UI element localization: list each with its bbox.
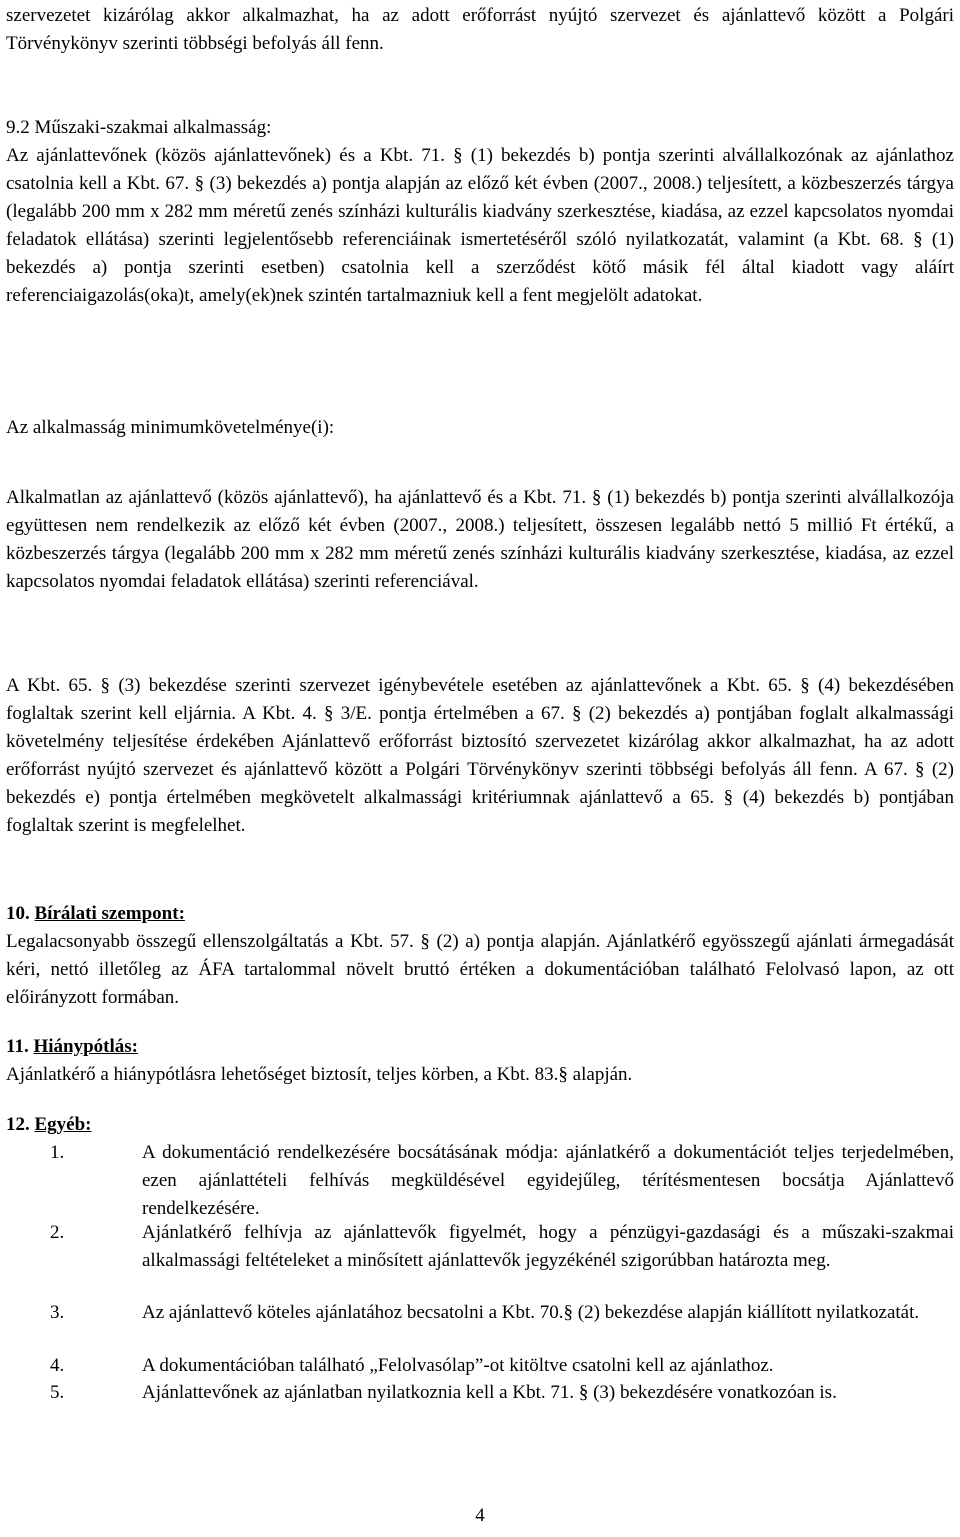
list-item-text: Ajánlattevőnek az ajánlatban nyilatkoznia kell a Kbt. 71. § (3) bekezdésére vonatkozóan is. [142,1382,837,1403]
section-12-heading [6,1111,954,1139]
list-item-text: A dokumentációban található „Felolvasólap”-ot kitöltve csatolni kell az ajánlathoz. [142,1355,774,1376]
section-11-title: Hiánypótlás: [33,1036,138,1057]
section-9-2-title: 9.2 Műszaki-szakmai alkalmasság: [6,117,272,138]
list-item-number: 1. [50,1142,65,1163]
section-10-heading [6,900,954,928]
paragraph-kbt-65: A Kbt. 65. § (3) bekezdése szerinti szervezet igénybevétele esetében az ajánlattevőnek a Kbt. 65. § (4) bekezdésében foglaltak szerint kell eljárnia. A Kbt. 4. § 3/E. pontja értelmében a 67. § (2) bekezdés a) pontjában foglalt alkalmassági követelmény teljesítése érdekében Ajánlattevő erőforrást biztosító szervezetet kizárólag akkor alkalmazhat, ha az adott erőforrást nyújtó szervezet és ajánlattevő között a Polgári Törvénykönyv szerinti többségi befolyás áll fenn. A 67. § (2) bekezdés e) pontja értelmében megkövetelt alkalmassági kritériumnak ajánlattevő a 65. § (4) bekezdés b) pontjában foglaltak szerint is megfelelhet. [6,675,954,836]
section-10-number: 10. [6,903,30,924]
list-item-number: 4. [50,1355,65,1376]
section-12-number: 12. [6,1114,30,1135]
section-11-number: 11. [6,1036,29,1057]
minimum-requirements-heading: Az alkalmasság minimumkövetelménye(i): [6,417,335,438]
list-item-number: 2. [50,1222,65,1243]
section-11-heading [6,1033,954,1061]
list-item-number: 3. [50,1302,65,1323]
paragraph-hiánypótlás: Ajánlatkérő a hiánypótlásra lehetőséget biztosít, teljes körben, a Kbt. 83.§ alapján. [6,1064,633,1085]
paragraph-bírálati-szempont: Legalacsonyabb összegű ellenszolgáltatás a Kbt. 57. § (2) a) pontja alapján. Ajánlatkérő egyösszegű ajánlati ármegadását kéri, nettó illetőleg az ÁFA tartalommal növelt bruttó értéken a dokumentációban található Felolvasó lapon, az ott előirányzott formában. [6,931,954,1008]
paragraph-erőforrás: szervezetet kizárólag akkor alkalmazhat, ha az adott erőforrást nyújtó szervezet és ajánlattevő között a Polgári Törvénykönyv szerinti többségi befolyás áll fenn. [6,5,954,54]
paragraph-alkalmatlan: Alkalmatlan az ajánlattevő (közös ajánlattevő), ha ajánlattevő és a Kbt. 71. § (1) bekezdés b) pontja szerinti alvállalkozója együttesen nem rendelkezik az előző két évben (2007., 2008.) teljesített, összesen legalább nettó 5 millió Ft értékű, a közbeszerzés tárgya (legalább 200 mm x 282 mm méretű zenés színházi kulturális kiadvány szerkesztése, kiadása, az ezzel kapcsolatos nyomdai feladatok ellátása) szerinti referenciával. [6,487,954,592]
list-item-number: 5. [50,1382,65,1403]
section-12-title: Egyéb: [34,1114,92,1135]
list-item-text: Ajánlatkérő felhívja az ajánlattevők figyelmét, hogy a pénzügyi-gazdasági és a műszaki-szakmai alkalmassági feltételeket a minősített ajánlattevők jegyzékénél szigorúbban határozta meg. [142,1222,954,1271]
section-10-title: Bírálati szempont: [34,903,185,924]
list-item-text: A dokumentáció rendelkezésére bocsátásának módja: ajánlatkérő a dokumentációt teljes terjedelmében, ezen ajánlattételi felhívás megküldésével egyidejűleg, térítésmentesen bocsátja Ajánlattevő rendelkezésére. [142,1142,954,1219]
list-item-text: Az ajánlattevő köteles ajánlatához becsatolni a Kbt. 70.§ (2) bekezdése alapján kiállított nyilatkozatát. [142,1302,920,1323]
paragraph-műszaki-szakmai: Az ajánlattevőnek (közös ajánlattevőnek) és a Kbt. 71. § (1) bekezdés b) pontja szerinti alvállalkozónak az ajánlathoz csatolnia kell a Kbt. 67. § (3) bekezdés a) pontja alapján az előző két évben (2007., 2008.) teljesített, a közbeszerzés tárgya (legalább 200 mm x 282 mm méretű zenés színházi kulturális kiadvány szerkesztése, kiadása, az ezzel kapcsolatos nyomdai feladatok ellátása) szerinti legjelentősebb referenciáinak ismertetéséről szóló nyilatkozatát, valamint (a Kbt. 68. § (1) bekezdés a) pontja szerinti esetben) csatolnia kell a szerződést kötő másik fél által kiadott vagy aláírt referenciaigazolás(oka)t, amely(ek)nek szintén tartalmazniuk kell a fent megjelölt adatokat. [6,145,954,306]
page-number: 4 [475,1505,485,1526]
